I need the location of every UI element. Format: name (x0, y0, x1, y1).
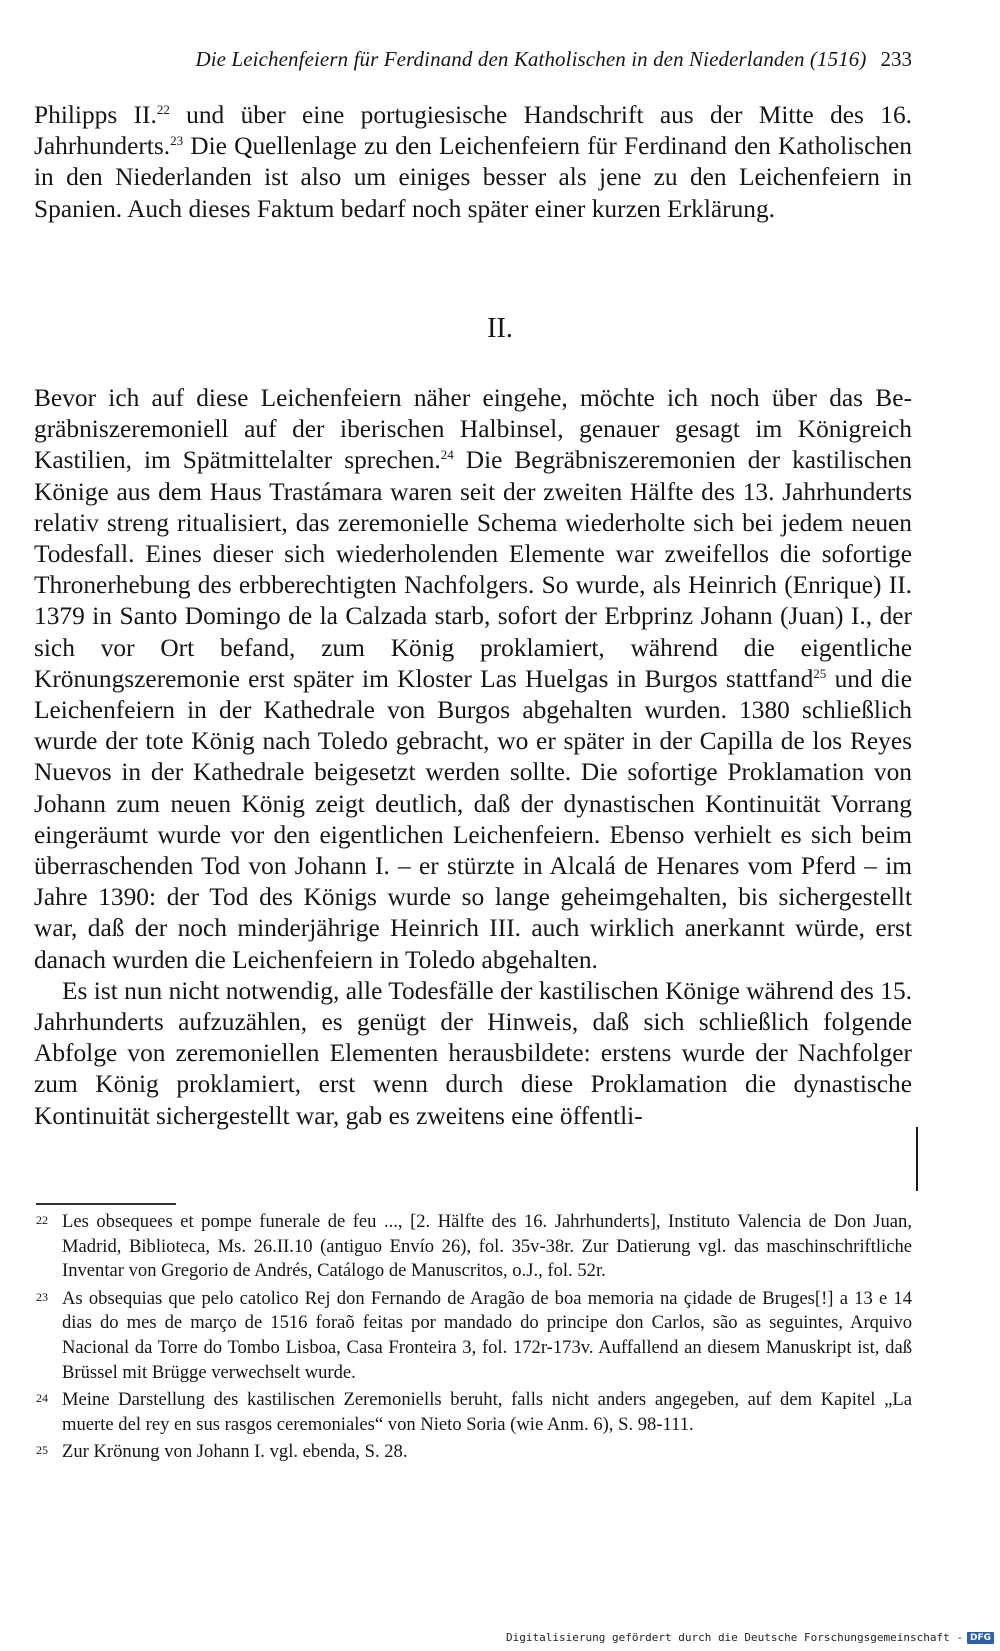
section-heading: II. (487, 313, 513, 344)
paragraph (34, 383, 912, 976)
footnote-number: 22 (36, 1213, 48, 1227)
footnote-ref-25: 25 (813, 665, 827, 681)
footnote-number: 25 (36, 1443, 48, 1458)
footnote-text: Les obsequees et pompe funerale de feu ..., [2. Hälfte des 16. Jahrhunderts], Instituto Valencia de Don Juan, Madrid, Biblioteca, Ms. 26.II.10 (antiguo Envío 26), fol. 35v-38r. Zur Datierung vgl. das maschinschriftliche Inventar von Gregorio de Andrés, Catálogo de Manuscritos, o.J., fol. 52r. (62, 1211, 912, 1282)
page-number: 233 (880, 47, 912, 71)
running-header (36, 47, 912, 72)
footnote-number: 23 (36, 1289, 48, 1304)
text-run: und die Leichenfeiern in der Kathedrale von Burgos abgehalten wurden. 1380 schließlich wurde der tote König nach Toledo gebracht, wo er später in der Capilla de los Reyes Nuevos in der Kathedrale beigesetzt werden sollte. Die sofortige Proklamation von Johann zum neuen König zeigt deutlich, daß der dynastischen Kontinuität Vorrang eingeräumt wurde vor den eigentlichen Leichenfeiern. Ebenso verhielt es sich beim überraschenden Tod von Johann I. – er stürzte in Alcalá de Henares vom Pferd – im Jahre 1390: der Tod des Königs wurde so lange geheimgehalten, bis sichergestellt war, daß der noch minderjährige Heinrich III. auch wirklich anerkannt würde, erst danach wurden die Leichenfeiern in Toledo abgehalten. (34, 664, 912, 974)
text-block-main (34, 383, 912, 1132)
margin-mark (916, 1127, 918, 1191)
paragraph (34, 100, 912, 225)
footnote-ref-22: 22 (156, 102, 170, 117)
footnote-25 (36, 1440, 912, 1465)
text-run: Die Quellenlage zu den Leichenfeiern für Ferdinand den Katholischen in den Niederlanden ist also um einiges besser als jene zu den Leichenfeiern in Spanien. Auch dieses Faktum bedarf noch später einer kurzen Erklärung. (34, 132, 912, 223)
digitization-credit (506, 1631, 994, 1644)
text-run: und über eine portugiesische Handschrift aus der Mitte des 16. Jahrhunderts. (34, 101, 912, 161)
text-block-top (34, 100, 912, 225)
footnote-22 (36, 1210, 912, 1284)
footnotes (36, 1210, 912, 1468)
running-title: Die Leichenfeiern für Ferdinand den Katholischen in den Niederlanden (1516) (195, 47, 867, 71)
footnote-text: Meine Darstellung des kastilischen Zeremoniells beruht, falls nicht anders angegeben, auf dem Kapitel „La muerte del rey en sus rasgos ceremoniales“ von Nieto Soria (wie Anm. 6), S. 98-111. (62, 1389, 912, 1435)
footnote-24 (36, 1388, 912, 1437)
footnote-23 (36, 1287, 912, 1385)
dfg-logo-icon: DFG (967, 1632, 994, 1644)
paragraph: Es ist nun nicht notwendig, alle Todesfälle der kastilischen Könige während des 15. Jahrhunderts aufzuzählen, es genügt der Hinweis, daß sich schließlich folgende Abfolge von zeremoniellen Elementen herausbildete: erstens wurde der Nachfolger zum König proklamiert, erst wenn durch diese Proklamation die dynastische Kontinuität sichergestellt war, gab es zweitens eine öffentli- (34, 976, 912, 1130)
text-run: Die Begräbniszeremonien der kastilischen Könige aus dem Haus Trastámara waren seit der zweiten Hälfte des 13. Jahrhunderts relativ streng ritualisiert, das zeremonielle Schema wiederholte sich bei jedem neuen Todesfall. Eines dieser sich wiederholenden Elemente war zweifellos die sofortige Thronerhebung des erbberechtigten Nachfolgers. So wurde, als Heinrich (Enrique) II. 1379 in Santo Domingo de la Calzada starb, sofort der Erbprinz Johann (Juan) I., der sich vor Ort befand, zum König proklamiert, während die eigentliche Krönungszeremonie erst später im Kloster Las Huelgas in Burgos stattfand (34, 446, 912, 693)
text-run: Bevor ich auf diese Leichenfeiern näher eingehe, möchte ich noch über das Begräbniszeremoniell auf der iberischen Halbinsel, genauer gesagt im Königreich Kastilien, im Spätmittelalter sprechen. (34, 384, 912, 475)
footnote-text: As obsequias que pelo catolico Rej don Fernando de Aragão de boa memoria na çidade de Bruges[!] a 13 e 14 dias do mes de março de 1516 foraõ feitas por mandado do principe don Carlos, são as seguintes, Arquivo Nacional da Torre do Tombo Lisboa, Casa Fronteira 3, fol. 172r-173v. Auffallend an diesem Manuskript ist, daß Brüssel mit Brügge verwechselt wurde. (62, 1287, 912, 1383)
credit-text: Digitalisierung gefördert durch die Deutsche Forschungsgemeinschaft - (506, 1631, 963, 1644)
footnote-text: Zur Krönung von Johann I. vgl. ebenda, S. 28. (62, 1441, 408, 1463)
text-run: Philipps II. (34, 101, 157, 129)
footnote-number: 24 (36, 1391, 48, 1406)
footnote-rule (36, 1203, 176, 1205)
footnote-ref-24: 24 (440, 447, 454, 463)
footnote-ref-23: 23 (170, 133, 184, 149)
